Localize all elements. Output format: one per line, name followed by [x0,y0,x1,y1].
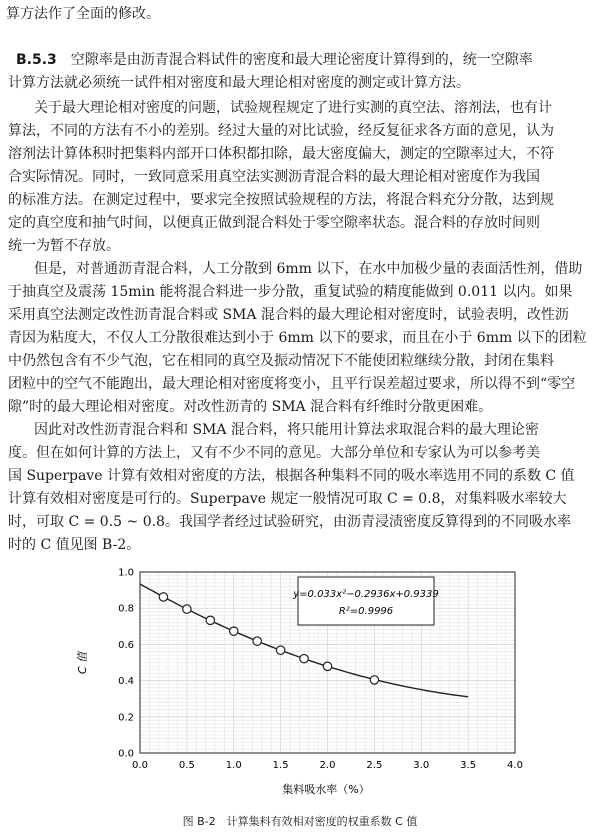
x-tick-label: 4.0 [507,760,523,771]
text-line: 隙”时的最大理论相对密度。对改性沥青的 SMA 混合料有纤维时分散更困难。 [8,399,493,415]
text-span: 空隙率是由沥青混合料试件的密度和最大理论密度计算得到的，统一空隙率 [70,52,533,68]
text-line: 时的 C 值见图 B-2。 [8,537,141,553]
data-point [253,637,261,645]
data-point [183,605,191,613]
x-tick-label: 1.5 [272,760,289,771]
x-tick-label: 3.0 [413,760,430,771]
text-line: 的标准方法。在测定过程中，要求完全按照试验规程的方法，将混合料充分分散，达到规 [8,192,554,208]
x-tick-label: 0.0 [132,760,148,771]
y-tick-label: 0.0 [118,748,134,760]
section-number: B.5.3 [16,52,57,68]
text-line: 青因为粘度大，不仅人工分散很难达到小于 6mm 以下的要求，而且在小于 6mm 以下的团粒 [8,330,587,346]
text-line: 统一为暂不存放。 [8,238,120,254]
x-tick-label: 0.5 [178,760,195,771]
data-point [276,646,284,654]
y-tick-label: 0.2 [118,712,134,724]
text-line: 定的真空度和抽气时间，以便真正做到混合料处于零空隙率状态。混合料的存放时间则 [8,215,540,231]
x-tick-label: 2.5 [366,760,383,771]
text-line: 关于最大理论相对密度的问题，试验规程规定了进行实测的真空法、溶剂法，也有计 [34,100,552,116]
data-point [206,616,214,624]
y-tick-label: 0.8 [118,603,134,615]
x-axis-label: 集料吸水率（%） [282,783,370,796]
text-line: 国 Superpave 计算有效相对密度的方法，根据各种集料不同的吸水率选用不同的系数 C 值 [8,468,575,484]
data-point [323,662,331,670]
data-point [370,676,378,684]
text-line: 计算方法就必须统一试件相对密度和最大理论相对密度的测定或计算方法。 [8,75,470,91]
text-line: 团粒中的空气不能跑出，最大理论相对密度将变小，且平行误差超过要求，所以得不到“零空 [8,376,576,392]
figure-caption: 图 B-2 计算集料有效相对密度的权重系数 C 值 [182,815,418,828]
text-line: 于抽真空及震荡 15min 能将混合料进一步分散，重复试验的精度能做到 0.011 以内。如果 [8,284,573,300]
text-line: 算方法作了全面的修改。 [6,6,160,22]
y-tick-label: 0.6 [118,639,134,651]
y-axis-label: C 值 [76,651,89,675]
data-point [300,654,308,662]
x-tick-label: 2.0 [319,760,336,771]
equation-box [298,577,434,625]
x-tick-label: 3.5 [460,760,477,771]
text-line: 算法，不同的方法有不小的差别。经过大量的对比试验，经反复征求各方面的意见，认为 [8,123,554,139]
text-line [16,49,600,71]
x-tick-label: 1.0 [225,760,242,771]
y-tick-label: 1.0 [118,567,134,579]
chart [0,555,600,805]
data-point [230,627,238,635]
x-axis-ticks [132,760,523,771]
y-axis-ticks [118,568,134,760]
data-point [159,593,167,601]
text-line: 合实际情况。同时，一致同意采用真空法实测沥青混合料的最大理论相对密度作为我国 [8,169,540,185]
equation-text: y=0.033x²−0.2936x+0.9339 [293,589,439,600]
figure [0,555,600,805]
r-squared-text: R²=0.9996 [338,606,394,617]
text-line: 时，可取 C = 0.5 ~ 0.8。我国学者经过试验研究，由沥青浸渍密度反算得到的不同吸水率 [8,514,571,530]
text-line: 采用真空法测定改性沥青混合料或 SMA 混合料的最大理论相对密度时，试验表明，改性沥 [8,307,569,323]
text-line: 因此对改性沥青混合料和 SMA 混合料，将只能用计算法求取混合料的最大理论密 [34,422,539,438]
text-line: 计算有效相对密度是可行的。Superpave 规定一般情况可取 C = 0.8，对集料吸水率较大 [8,491,567,507]
text-line: 但是，对普通沥青混合料，人工分散到 6mm 以下，在水中加极少量的表面活性剂，借助 [34,261,583,277]
y-tick-label: 0.4 [118,676,134,688]
text-line: 度。但在如何计算的方法上，又有不少不同的意见。大部分单位和专家认为可以参考美 [8,445,540,461]
text-line: 中仍然包含有不少气泡，它在相同的真空及振动情况下不能使团粒继续分散，封闭在集料 [8,353,554,369]
text-line: 溶剂法计算体积时把集料内部开口体积都扣除，最大密度偏大，测定的空隙率过大，不符 [8,146,554,162]
